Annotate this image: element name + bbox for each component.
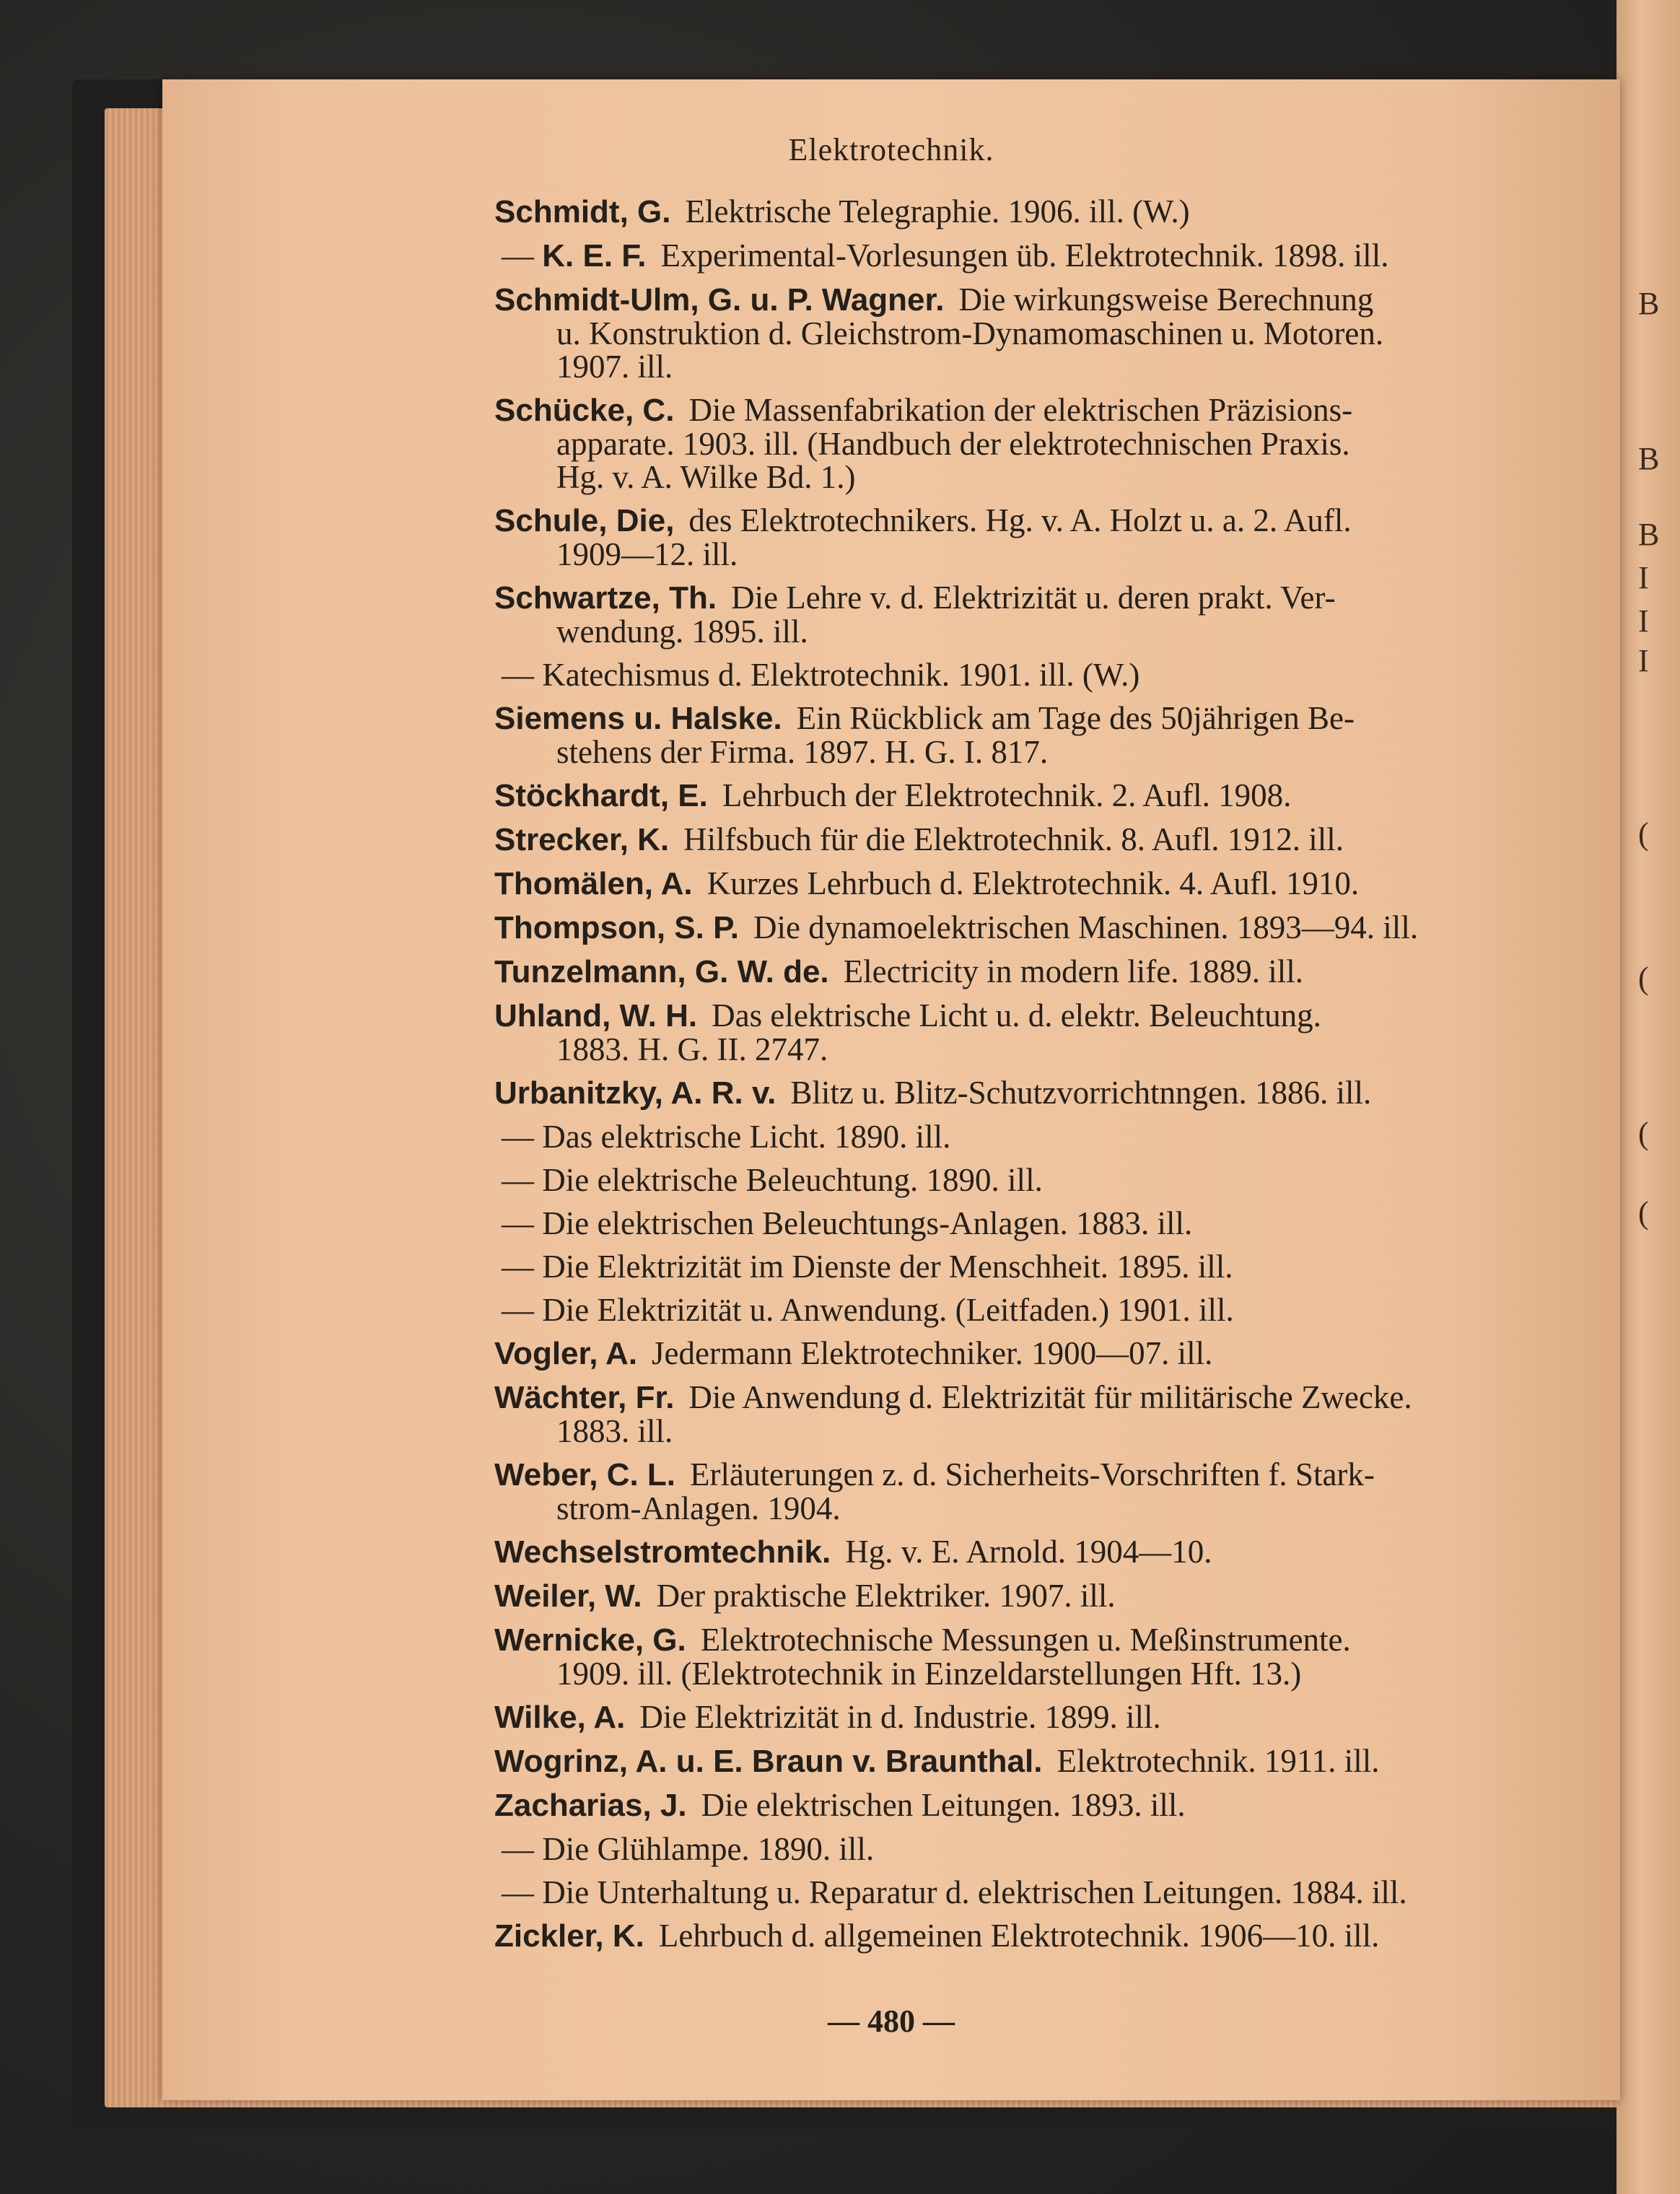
entry-first-line bbox=[494, 1250, 1620, 1283]
bibliography-entry bbox=[494, 999, 1620, 1066]
entry-author: Thompson, S. P. bbox=[494, 910, 740, 945]
entry-text: Electricity in modern life. 1889. ill. bbox=[843, 953, 1303, 989]
entry-text: Lehrbuch der Elektrotechnik. 2. Aufl. 1908. bbox=[722, 777, 1292, 813]
entry-text: wendung. 1895. ill. bbox=[556, 613, 808, 650]
entry-text: Katechismus d. Elektrotechnik. 1901. ill. (W.) bbox=[542, 657, 1140, 693]
entry-author: Uhland, W. H. bbox=[494, 998, 698, 1033]
entry-text: Der praktische Elektriker. 1907. ill. bbox=[656, 1578, 1116, 1614]
entry-first-line bbox=[494, 911, 1620, 945]
book-page bbox=[162, 79, 1620, 2100]
entry-first-line bbox=[494, 955, 1620, 989]
entry-text: Erläuterungen z. d. Sicherheits-Vorschriften f. Stark- bbox=[690, 1456, 1375, 1492]
next-page-fragment: ( bbox=[1638, 1195, 1649, 1231]
entry-first-line bbox=[494, 1337, 1620, 1371]
entry-text: 1883. ill. bbox=[556, 1413, 673, 1449]
bibliography-entry bbox=[494, 195, 1620, 229]
entry-first-line bbox=[494, 779, 1620, 813]
entry-text: Die Elektrizität in d. Industrie. 1899. ill. bbox=[639, 1699, 1161, 1735]
bibliography-entry bbox=[494, 1458, 1620, 1525]
entry-continuation-line bbox=[494, 317, 1620, 350]
entry-text: Hg. v. E. Arnold. 1904—10. bbox=[845, 1534, 1212, 1570]
ditto-dash: — bbox=[502, 1831, 543, 1867]
entry-text: Die elektrischen Beleuchtungs-Anlagen. 1883. ill. bbox=[542, 1205, 1193, 1241]
entry-text: Blitz u. Blitz-Schutzvorrichtnngen. 1886. ill. bbox=[790, 1075, 1372, 1111]
entry-text: Kurzes Lehrbuch d. Elektrotechnik. 4. Aufl. 1910. bbox=[706, 865, 1360, 901]
entry-first-line bbox=[494, 1700, 1620, 1734]
entry-text: 1883. H. G. II. 2747. bbox=[556, 1031, 828, 1067]
entry-text: Die elektrischen Leitungen. 1893. ill. bbox=[701, 1787, 1186, 1823]
ditto-dash: — bbox=[502, 1292, 543, 1328]
ditto-dash: — bbox=[502, 1874, 543, 1910]
bibliography-entry bbox=[494, 1293, 1620, 1327]
running-header: Elektrotechnik. bbox=[788, 132, 994, 167]
entry-text: Die wirkungsweise Berechnung bbox=[958, 281, 1374, 318]
entry-first-line bbox=[494, 1744, 1620, 1778]
entry-author: Tunzelmann, G. W. de. bbox=[494, 954, 829, 989]
entry-author: Urbanitzky, A. R. v. bbox=[494, 1075, 776, 1111]
bibliography-entry bbox=[494, 1876, 1620, 1909]
entry-text: Das elektrische Licht. 1890. ill. bbox=[542, 1119, 951, 1155]
entry-author: Wächter, Fr. bbox=[494, 1380, 675, 1415]
entry-first-line bbox=[494, 195, 1620, 229]
entry-author: Wilke, A. bbox=[494, 1700, 626, 1735]
bibliography-entry bbox=[494, 658, 1620, 691]
bibliography-list bbox=[494, 195, 1620, 1953]
entry-author: K. E. F. bbox=[542, 238, 647, 274]
ditto-dash: — bbox=[502, 1119, 543, 1155]
entry-first-line bbox=[494, 1919, 1620, 1953]
bibliography-entry bbox=[494, 1163, 1620, 1197]
entry-text: 1909—12. ill. bbox=[556, 536, 738, 572]
entry-text: 1909. ill. (Elektrotechnik in Einzeldarstellungen Hft. 13.) bbox=[556, 1656, 1302, 1692]
entry-author: Weiler, W. bbox=[494, 1578, 642, 1614]
bibliography-entry bbox=[494, 504, 1620, 571]
entry-continuation-line bbox=[494, 427, 1620, 460]
bibliography-entry bbox=[494, 702, 1620, 769]
entry-first-line bbox=[494, 1788, 1620, 1822]
entry-first-line bbox=[494, 1076, 1620, 1110]
entry-first-line bbox=[494, 702, 1620, 735]
entry-text: Die Glühlampe. 1890. ill. bbox=[542, 1831, 875, 1867]
entry-first-line bbox=[494, 1381, 1620, 1415]
page-number: — 480 — bbox=[828, 2003, 955, 2039]
entry-author: Wechselstromtechnik. bbox=[494, 1534, 831, 1570]
entry-first-line bbox=[494, 504, 1620, 538]
entry-first-line bbox=[494, 867, 1620, 901]
entry-text: Die elektrische Beleuchtung. 1890. ill. bbox=[542, 1162, 1043, 1198]
bibliography-entry bbox=[494, 911, 1620, 945]
bibliography-entry bbox=[494, 955, 1620, 989]
entry-text: Das elektrische Licht u. d. elektr. Beleuchtung. bbox=[712, 997, 1321, 1033]
entry-continuation-line bbox=[494, 735, 1620, 769]
entry-continuation-line bbox=[494, 615, 1620, 648]
entry-text: Ein Rückblick am Tage des 50jährigen Be- bbox=[796, 700, 1355, 736]
ditto-dash: — bbox=[502, 1205, 543, 1241]
entry-text: Experimental-Vorlesungen üb. Elektrotechnik. 1898. ill. bbox=[660, 237, 1389, 274]
entry-first-line bbox=[494, 1876, 1620, 1909]
entry-first-line bbox=[494, 1623, 1620, 1657]
entry-author: Strecker, K. bbox=[494, 822, 670, 857]
entry-author: Schmidt, G. bbox=[494, 194, 671, 230]
ditto-dash: — bbox=[502, 237, 543, 274]
entry-continuation-line bbox=[494, 350, 1620, 383]
bibliography-entry bbox=[494, 1744, 1620, 1778]
next-page-fragment: ( bbox=[1638, 1116, 1649, 1151]
entry-author: Siemens u. Halske. bbox=[494, 701, 782, 736]
entry-first-line bbox=[494, 1535, 1620, 1569]
bibliography-entry bbox=[494, 283, 1620, 383]
entry-first-line bbox=[494, 1293, 1620, 1327]
entry-text: Elektrotechnik. 1911. ill. bbox=[1056, 1743, 1380, 1779]
bibliography-entry bbox=[494, 1207, 1620, 1240]
next-page-fragment: B bbox=[1638, 441, 1660, 476]
next-page-fragment: ( bbox=[1638, 961, 1649, 996]
next-page-fragment: I bbox=[1638, 643, 1649, 678]
entry-text: Die Unterhaltung u. Reparatur d. elektrischen Leitungen. 1884. ill. bbox=[542, 1874, 1407, 1910]
bibliography-entry bbox=[494, 1381, 1620, 1448]
bibliography-entry bbox=[494, 1579, 1620, 1613]
entry-author: Thomälen, A. bbox=[494, 866, 693, 901]
entry-author: Schücke, C. bbox=[494, 393, 675, 428]
next-page-fragment: ( bbox=[1638, 816, 1649, 852]
entry-continuation-line bbox=[494, 1033, 1620, 1066]
entry-text: Jedermann Elektrotechniker. 1900—07. ill. bbox=[652, 1335, 1213, 1371]
bibliography-entry bbox=[494, 1700, 1620, 1734]
entry-text: Lehrbuch d. allgemeinen Elektrotechnik. 1906—10. ill. bbox=[658, 1918, 1380, 1954]
entry-first-line bbox=[494, 393, 1620, 427]
entry-text: Die Elektrizität u. Anwendung. (Leitfaden.) 1901. ill. bbox=[542, 1292, 1234, 1328]
bibliography-entry bbox=[494, 1919, 1620, 1953]
entry-text: 1907. ill. bbox=[556, 349, 673, 385]
bibliography-entry bbox=[494, 393, 1620, 494]
entry-continuation-line bbox=[494, 538, 1620, 571]
entry-text: Die dynamoelektrischen Maschinen. 1893—94. ill. bbox=[753, 909, 1419, 945]
entry-author: Schmidt-Ulm, G. u. P. Wagner. bbox=[494, 282, 945, 318]
entry-text: Die Anwendung d. Elektrizität für militärische Zwecke. bbox=[688, 1379, 1412, 1415]
entry-author: Wernicke, G. bbox=[494, 1622, 686, 1658]
entry-first-line bbox=[494, 1163, 1620, 1197]
next-page-fragment: B bbox=[1638, 517, 1660, 552]
entry-author: Schule, Die, bbox=[494, 503, 675, 538]
entry-text: Die Lehre v. d. Elektrizität u. deren prakt. Ver- bbox=[731, 580, 1336, 616]
bibliography-entry bbox=[494, 1623, 1620, 1690]
entry-author: Wogrinz, A. u. E. Braun v. Braunthal. bbox=[494, 1744, 1043, 1779]
bibliography-entry bbox=[494, 1120, 1620, 1153]
entry-text: Die Massenfabrikation der elektrischen Präzisions- bbox=[688, 392, 1353, 428]
entry-text: stehens der Firma. 1897. H. G. I. 817. bbox=[556, 734, 1049, 770]
entry-text: Hg. v. A. Wilke Bd. 1.) bbox=[556, 459, 856, 495]
entry-author: Weber, C. L. bbox=[494, 1457, 676, 1492]
bibliography-entry bbox=[494, 239, 1620, 273]
bibliography-entry bbox=[494, 779, 1620, 813]
entry-continuation-line bbox=[494, 1657, 1620, 1690]
entry-first-line bbox=[494, 1832, 1620, 1866]
entry-author: Zacharias, J. bbox=[494, 1788, 687, 1823]
entry-first-line bbox=[494, 1579, 1620, 1613]
entry-author: Schwartze, Th. bbox=[494, 580, 717, 616]
bibliography-entry bbox=[494, 823, 1620, 857]
entry-first-line bbox=[494, 239, 1620, 273]
bibliography-entry bbox=[494, 1788, 1620, 1822]
entry-text: Elektrotechnische Messungen u. Meßinstrumente. bbox=[700, 1622, 1351, 1658]
entry-text: strom-Anlagen. 1904. bbox=[556, 1490, 841, 1526]
entry-first-line bbox=[494, 999, 1620, 1033]
bibliography-entry bbox=[494, 867, 1620, 901]
ditto-dash: — bbox=[502, 657, 543, 693]
entry-continuation-line bbox=[494, 1415, 1620, 1448]
entry-author: Zickler, K. bbox=[494, 1918, 644, 1954]
entry-text: apparate. 1903. ill. (Handbuch der elektrotechnischen Praxis. bbox=[556, 426, 1350, 462]
entry-text: des Elektrotechnikers. Hg. v. A. Holzt u. a. 2. Aufl. bbox=[688, 502, 1352, 538]
entry-text: Elektrische Telegraphie. 1906. ill. (W.) bbox=[685, 193, 1190, 230]
entry-first-line bbox=[494, 1207, 1620, 1240]
bibliography-entry bbox=[494, 1337, 1620, 1371]
entry-first-line bbox=[494, 581, 1620, 615]
entry-first-line bbox=[494, 823, 1620, 857]
next-page-fragment: I bbox=[1638, 603, 1649, 639]
entry-author: Stöckhardt, E. bbox=[494, 778, 708, 813]
entry-first-line bbox=[494, 1120, 1620, 1153]
bibliography-entry bbox=[494, 581, 1620, 648]
ditto-dash: — bbox=[502, 1249, 543, 1285]
entry-first-line bbox=[494, 1458, 1620, 1492]
entry-text: Die Elektrizität im Dienste der Menschheit. 1895. ill. bbox=[542, 1249, 1233, 1285]
entry-author: Vogler, A. bbox=[494, 1336, 638, 1371]
bibliography-entry bbox=[494, 1076, 1620, 1110]
entry-text: Hilfsbuch für die Elektrotechnik. 8. Aufl. 1912. ill. bbox=[683, 821, 1344, 857]
entry-continuation-line bbox=[494, 460, 1620, 494]
bibliography-entry bbox=[494, 1535, 1620, 1569]
next-page-strip bbox=[1616, 0, 1680, 2194]
next-page-fragment: I bbox=[1638, 560, 1649, 595]
bibliography-entry bbox=[494, 1832, 1620, 1866]
entry-text: u. Konstruktion d. Gleichstrom-Dynamomaschinen u. Motoren. bbox=[556, 315, 1384, 351]
ditto-dash: — bbox=[502, 1162, 543, 1198]
entry-continuation-line bbox=[494, 1492, 1620, 1525]
entry-first-line bbox=[494, 658, 1620, 691]
entry-first-line bbox=[494, 283, 1620, 317]
next-page-fragment: B bbox=[1638, 286, 1660, 321]
bibliography-entry bbox=[494, 1250, 1620, 1283]
